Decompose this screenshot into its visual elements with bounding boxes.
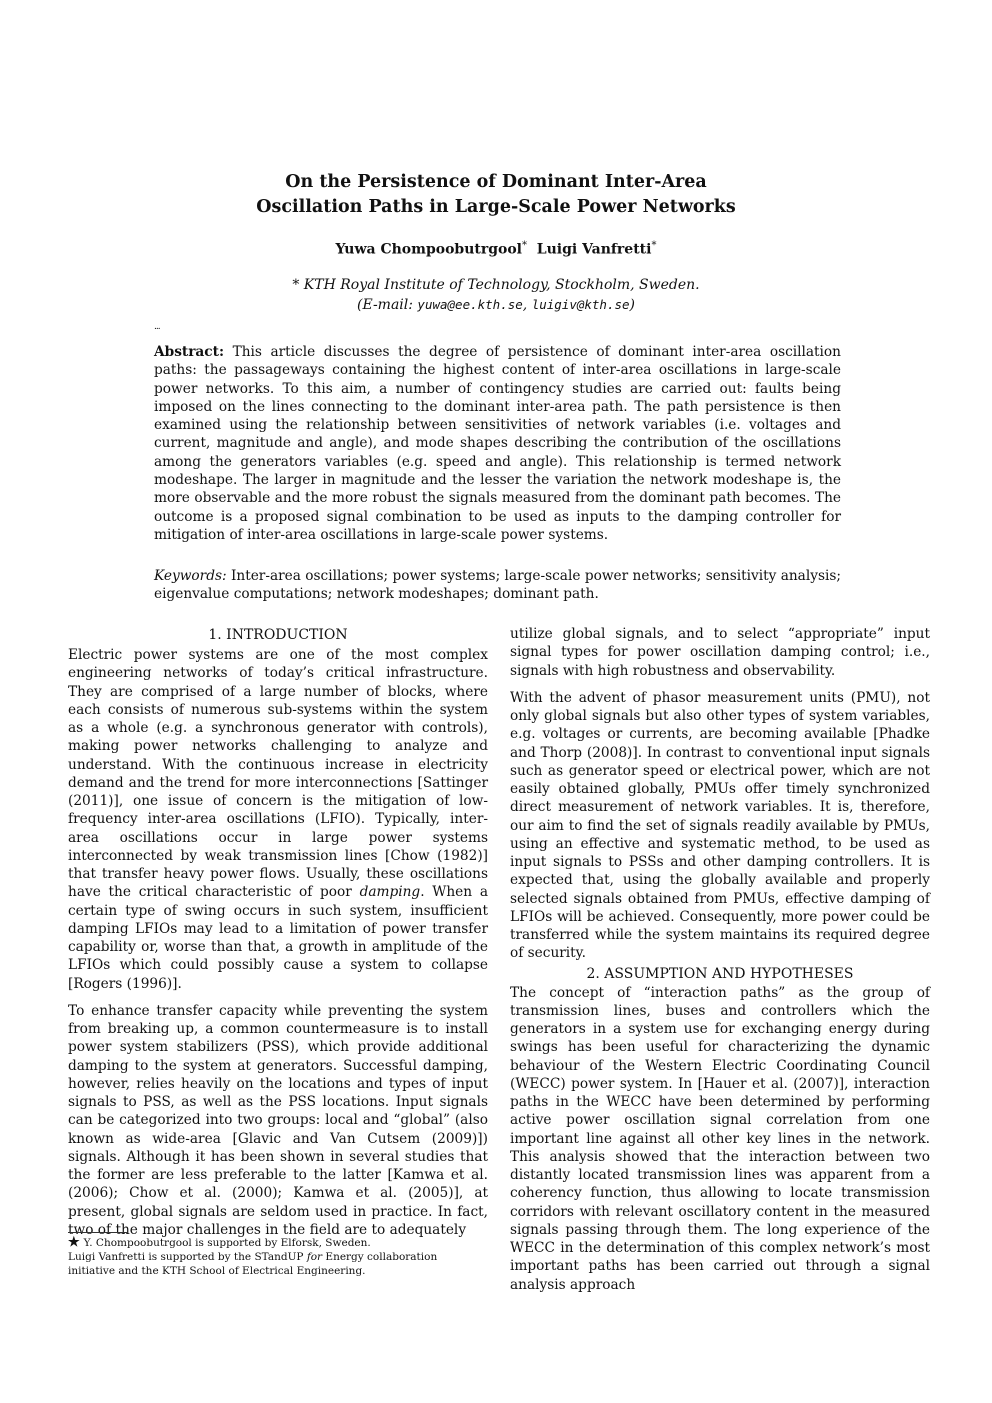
star-icon: ★ <box>68 1235 80 1250</box>
footnote <box>68 1236 488 1250</box>
title-line-1: On the Persistence of Dominant Inter-Area <box>285 172 707 192</box>
keywords <box>154 567 841 604</box>
paragraph: The concept of “interaction paths” as the group of transmission lines, buses and controllers which the generators in a system use for exchanging energy during swings has been useful for characterizing the dynamic behaviour of the Western Electric Coordinating Council (WECC) power system. In [Hauer et al. (2007)], interaction paths in the WECC have been determined by performing active power oscillation signal correlation from one important line against all other key lines in the network. This analysis showed that the interaction between two distantly located transmission lines was apparent from a coherency function, thus allowing to locate transmission corridors with relevant oscillatory content in the measured signals passing through them. The long experience of the WECC in the determination of this complex network’s most important paths has been carried out through a signal analysis approach <box>510 984 930 1293</box>
email-prefix: (E-mail: <box>357 297 418 313</box>
email-separator: , <box>522 297 532 313</box>
paragraph-text: . When a certain type of swing occurs in such system, insufficient damping LFIOs may lead to a limitation of power transfer capability or, worse than that, a growth in amplitude of the LFIOs which could possibly cause a system to collapse [Rogers (1996)]. <box>68 884 488 992</box>
author-name: Yuwa Chompoobutrgool <box>335 241 522 258</box>
author-mark: * <box>651 240 657 251</box>
section-heading: 1. INTRODUCTION <box>208 627 348 643</box>
email-line <box>150 295 842 315</box>
author-mark: * <box>522 240 527 251</box>
paragraph: With the advent of phasor measurement units (PMU), not only global signals but also other types of system variables, e.g. voltages or currents, are becoming available [Phadke and Thorp (2008)]. In contrast to conventional input signals such as generator speed or electrical power, which are not easily obtained globally, PMUs offer timely synchronized direct measurement of network variables. It is, therefore, our aim to find the set of signals readily available by PMUs, using an effective and systematic method, to be used as input signals to PSSs and other damping controllers. It is expected that, using the globally available and properly selected signals obtained from PMUs, effective damping of LFIOs will be achieved. Consequently, more power could be transferred while the system maintains its required degree of security. <box>510 689 930 962</box>
footnote-text: Y. Chompoobutrgool is supported by Elforsk, Sweden. <box>83 1237 371 1249</box>
keywords-label: Keywords: <box>154 568 227 584</box>
stray-mark: ... <box>154 322 160 332</box>
emphasis-text: damping <box>359 884 421 901</box>
footnote-text: Luigi Vanfretti is supported by the STandUP <box>68 1251 307 1263</box>
paper-title <box>150 170 842 220</box>
keywords-text: Inter-area oscillations; power systems; large-scale power networks; sensitivity analysis; eigenvalue computations; network modeshapes; dominant path. <box>154 568 841 603</box>
abstract-text: This article discusses the degree of persistence of dominant inter-area oscillation paths: the passageways containing the highest content of inter-area oscillations in large-scale power networks. To this aim, a number of contingency studies are carried out: faults being imposed on the lines connecting to the dominant inter-area path. The path persistence is then examined using the relationship between sensitivities of network variables (i.e. voltages and current, magnitude and angle), and mode shapes describing the contribution of the oscillations among the generators variables (e.g. speed and angle). This relationship is termed network modeshape. The larger in magnitude and the lesser the variation the network modeshape is, the more observable and the more robust the signals measured from the dominant path becomes. The outcome is a proposed signal combination to be used as inputs to the damping controller for mitigation of inter-area oscillations in large-scale power systems. <box>154 344 841 543</box>
emphasis-text: for <box>306 1251 323 1263</box>
paragraph: utilize global signals, and to select “appropriate” input signal types for power oscillation damping control; i.e., signals with high robustness and observability. <box>510 626 930 679</box>
author-list <box>150 236 842 260</box>
left-column <box>68 625 488 1239</box>
abstract <box>154 343 841 544</box>
email-address: yuwa@ee.kth.se <box>417 297 523 312</box>
email-address: luigiv@kth.se <box>531 297 630 312</box>
title-line-2: Oscillation Paths in Large-Scale Power Networks <box>256 197 736 217</box>
section-heading: 2. ASSUMPTION AND HYPOTHESES <box>586 965 854 982</box>
affiliation <box>150 276 842 315</box>
footnote <box>68 1250 488 1264</box>
paragraph <box>68 646 488 993</box>
paragraph-text: Electric power systems are one of the most complex engineering networks of today’s critical infrastructure. They are comprised of a large number of blocks, where each consists of numerous sub-systems within the system as a whole (e.g. a synchronous generator with controls), making power networks challenging to analyze and understand. With the continuous increase in electricity demand and the trend for more interconnections [Sattinger (2011)], one issue of concern is the mitigation of low-frequency inter-area oscillations (LFIO). Typically, inter-area oscillations occur in large power systems interconnected by weak transmission lines [Chow (1982)] that transfer heavy power flows. Usually, these oscillations have the critical characteristic of poor <box>68 647 488 901</box>
footnotes <box>68 1236 488 1278</box>
footnote-text: Energy collaboration <box>322 1251 438 1263</box>
abstract-label: Abstract: <box>154 344 225 360</box>
footnote-rule <box>68 1232 128 1233</box>
email-suffix: ) <box>629 297 635 313</box>
affiliation-line: * KTH Royal Institute of Technology, Stockholm, Sweden. <box>292 277 700 293</box>
footnote-continuation: initiative and the KTH School of Electrical Engineering. <box>68 1265 366 1277</box>
author-name: Luigi Vanfretti <box>536 241 652 258</box>
right-column <box>510 625 930 1294</box>
paragraph: To enhance transfer capacity while preventing the system from breaking up, a common countermeasure is to install power system stabilizers (PSS), which provide additional damping to the system at generators. Successful damping, however, relies heavily on the locations and types of input signals to PSS, as well as the PSS locations. Input signals can be categorized into two groups: local and “global” (also known as wide-area [Glavic and Van Cutsem (2009)]) signals. Although it has been shown in several studies that the former are less preferable to the latter [Kamwa et al. (2006); Chow et al. (2000); Kamwa et al. (2005)], at present, global signals are seldom used in practice. In fact, two of the major challenges in the field are to adequately <box>68 1002 488 1238</box>
